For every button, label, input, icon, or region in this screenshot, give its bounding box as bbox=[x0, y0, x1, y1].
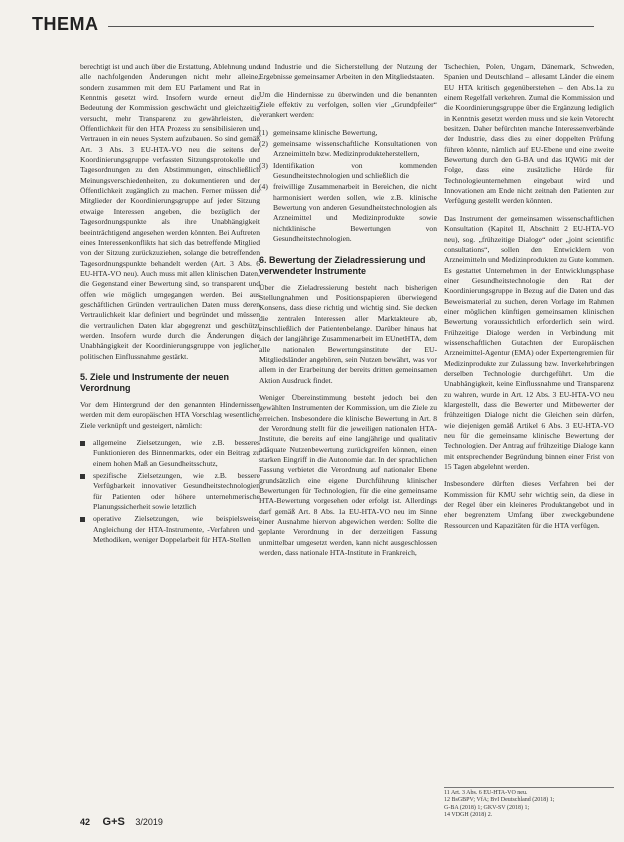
list-item bbox=[80, 471, 260, 512]
list-item bbox=[259, 182, 437, 244]
section-heading-5: 5. Ziele und Instrumente der neuen Verordnung bbox=[80, 371, 230, 393]
paragraph: und Industrie und die Sicherstellung der Nutzung der Ergebnisse gemeinsamer Arbeiten in den Mitgliedstaaten. bbox=[259, 62, 437, 82]
list-item-text: spezifische Zielsetzungen, wie z.B. bessere Verfügbarkeit innovativer Gesundheitstechnologien für Patienten oder höhere unternehmerische Planungssicherheit sowie letztlich bbox=[93, 471, 260, 512]
section-heading-6: 6. Bewertung der Zieladressierung und verwendeter Instrumente bbox=[259, 254, 426, 276]
list-item-text: freiwillige Zusammenarbeit in Bereichen, die nicht harmonisiert werden sollen, wie z.B. klinische Bewertung von anderen Gesundheitstechnologien als Arzneimittel und Medizinprodukte sowie nichtklinische Bewertungen von Gesundheitstechnologien. bbox=[273, 182, 437, 244]
column-3 bbox=[444, 62, 614, 538]
paragraph: Vor dem Hintergrund der den genannten Hindernissen werden mit dem europäischen HTA Vorschlag wesentliche Ziele verknüpft und gesteigert, nämlich: bbox=[80, 399, 260, 430]
paragraph: Über die Zieladressierung besteht nach bisherigen Stellungnahmen und Positionspapieren überwiegend Konsens, dass diese richtig und wichtig sind. Sie decken die zentralen Interessen aller Marktakteure ab, einschließlich der Patientenbelange. Darüber hinaus hat sich der langjährige Zusammenarbeit im EUnetHTA, dem alle nationalen Bewertungsinstitute der EU-Mitgliedsländer angehören, sein Nutzen bewährt, was vor allem in der Erarbeitung der bereits dritten gemeinsamen Aktion Ausdruck findet. bbox=[259, 282, 437, 385]
square-bullet-icon bbox=[80, 517, 85, 522]
paragraph: Tschechien, Polen, Ungarn, Dänemark, Schweden, Spanien und Deutschland – allesamt Länder die einem EU HTA kritisch gegenüberstehen – den Abs.1a zu einem Regelfall verkehren. Zumal die Kommission und die Koordinierungsgruppe über die Ergänzung lediglich in Kenntnis gesetzt werden muss und sie kein Vetorecht besitzen. Daher befürchten manche Interessenverbände der Industrie, dass dies zu einer doppelten Prüfung führen könnte, nämlich auf EU-Ebene und eine zweite Bewertung durch den G-BA und das IQWiG mit der Folge, dass eine zusätzliche Hürde für Technologieunternehmen eingebaut wird und Innovationen am Ende nicht zeitnah den Patienten zur Verfügung gestellt werden könnten. bbox=[444, 62, 614, 206]
list-item bbox=[80, 514, 260, 545]
pillars-list bbox=[259, 128, 437, 245]
list-item bbox=[259, 128, 437, 138]
square-bullet-icon bbox=[80, 441, 85, 446]
column-1 bbox=[80, 62, 260, 547]
list-number: (2) bbox=[259, 139, 268, 149]
paragraph: Insbesondere dürften dieses Verfahren bei der Kommission für KMU sehr wichtig sein, da diese in der Regel über ein kleineres Produktangebot und in eher begrenztem Umfang über zweckgebundene Ressourcen und Kapazitäten für die HTA verfügen. bbox=[444, 479, 614, 530]
goals-list bbox=[80, 438, 260, 545]
square-bullet-icon bbox=[80, 474, 85, 479]
list-number: (1) bbox=[259, 127, 268, 137]
list-item bbox=[80, 438, 260, 469]
list-item bbox=[259, 161, 437, 182]
list-number: (3) bbox=[259, 160, 268, 170]
footnote: 12 BsGBPV; VfA; BvI Deutschland (2018) 1; bbox=[444, 797, 555, 804]
page-number: 42 bbox=[80, 817, 91, 827]
list-number: (4) bbox=[259, 182, 268, 192]
footnotes bbox=[444, 787, 614, 820]
list-item-text: gemeinsame wissenschaftliche Konsultationen von Arzneimitteln bzw. Medizinprodukteherstellern, bbox=[273, 139, 437, 159]
journal-logo: G+S bbox=[102, 816, 125, 828]
list-item-text: operative Zielsetzungen, wie beispielsweise Angleichung der HTA-Instrumente, -Verfahren und -Methodiken, weniger Doppelarbeit für HTA-Stellen bbox=[93, 514, 260, 545]
list-item-text: gemeinsame klinische Bewertung, bbox=[273, 127, 378, 137]
paragraph: berechtigt ist und auch über die Erstattung, Ablehnung und alle nachfolgenden Änderungen nicht mehr alleine, sondern zusammen mit dem EU Parlament und Rat in Kenntnis gesetzt wird. Insofern wurde erneut die Bedeutung der Kommission geschwächt und gleichzeitig versucht, mehr Transparenz zu gewährleisten, die Öffentlichkeit für den HTA Prozess zu sensibilisieren und Vertrauen in ein neues System aufzubauen. So sind gemäß Art. 3 Abs. 3 EU-HTA-VO neu die seitens der Koordinierungsgruppe verfassten Sitzungsprotokolle und Tagesordnungen zu den Abstimmungen, einschließlich Meinungsverschiedenheiten, zu dokumentieren und der Öffentlichkeit zugänglich zu machen. Ferner müssen die Mitglieder der Koordinierungsgruppe auf jeder Sitzung etwaige Interessen angeben, die bezüglich der Tagesordnungspunkte als ihre Unabhängigkeit beeinträchtigend angesehen werden könnten. Bei Auftreten eines Interessenkonflikts hat sich das betreffende Mitglied von der Sitzung zurückzuziehen, solange die betreffenden Tagesordnungspunkte behandelt werden (Art. 3 Abs. 6 EU-HTA-VO neu). Auch muss mit allen klinischen Daten, die Gegenstand einer Bewertung sind, so transparent und offen wie möglich umgegangen werden. Bei aus geschäftlichen Gründen vertraulichen Daten muss deren Vertraulichkeit klar definiert und begründet und müssen die vertraulichen Daten klar abgegrenzt und geschützt werden. Insofern wurde durch die Änderungen die Unabhängigkeit der Koordinierungsgruppe von jeglicher politischen Einflussnahme gestärkt. bbox=[80, 62, 260, 361]
column-2 bbox=[259, 62, 437, 565]
footnote: G-BA (2018) 1; GKV-SV (2018) 1; bbox=[444, 804, 530, 811]
paragraph: Um die Hindernisse zu überwinden und die benannten Ziele effektiv zu verfolgen, sollen vier „Grundpfeiler“ verankert werden: bbox=[259, 89, 437, 120]
list-item bbox=[259, 139, 437, 160]
section-header: THEMA bbox=[32, 14, 99, 34]
paragraph: Das Instrument der gemeinsamen wissenschaftlichen Konsultation (Kapitel II, Abschnitt 2 EU-HTA-VO neu), sog. „frühzeitige Dialoge“ oder „joint scientific consultations“, sollen den Entwicklern von Arzneimitteln und Medizinprodukten zu Gute kommen. Es gestattet Unternehmen in der Entwicklungsphase einer Gesundheitstechnologie den Rat der Koordinierungsgruppe in Bezug auf die Daten und das Beweismaterial zu suchen, deren Vorlage im Rahmen einer möglichen künftigen gemeinsamen klinischen Bewertung voraussichtlich erforderlich sein wird. Frühzeitige Dialoge werden in Verbindung mit wissenschaftlichen Gutachten der Europäischen Arzneimittel-Agentur (EMA) oder Expertengremien für Medizinprodukte zur Zulassung bzw. Inverkehrbringen derselben Technologie durchgeführt. Um die Unabhängigkeit, keine Einflussnahme und Transparenz zu wahren, wurde in Art. 12 Abs. 3 EU-HTA-VO neu klargestellt, dass die Bewerter und Mitbewerter der frühzeitigen Dialoge nicht die Gleichen sein dürfen, wie diejenigen gemäß Artikel 6 Abs. 3 EU-HTA-VO neu für die gemeinsame klinische Bewertung der Technologien. Der Antrag auf frühzeitige Dialoge kann mit entsprechender Begründung binnen einer Frist von 15 Tagen abgelehnt werden. bbox=[444, 213, 614, 472]
paragraph: Weniger Übereinstimmung besteht jedoch bei den gewählten Instrumenten der Kommission, um die Ziele zu erreichen. Insbesondere die klinische Bewertung in Art. 8 der Verordnung stellt für die jeweiligen nationalen HTA-Institute, die bereits auf eine langjährige und qualitativ adäquate Nutzenbewertung zurückgreifen können, einen starken Eingriff in die Autonomie dar. In der sprachlichen Fassung verbietet die Verordnung auf nationaler Ebene grundsätzlich eine eigene Durchführung klinischer Bewertungen für Technologien, für die eine gemeinsame HTA-Bewertung vorgesehen oder erfolgt ist. Allerdings darf gemäß Art. 8 Abs. 1a EU-HTA-VO neu im Sinne einer Ausnahme hiervon abgewichen werden: Sollte die geplante Verordnung in der derzeitigen Fassung unmittelbar umgesetzt werden, kann nicht ausgeschlossen werden, dass nationale HTA-Institute in Frankreich, bbox=[259, 392, 437, 558]
list-item-text: Identifikation von kommenden Gesundheitstechnologien und schließlich die bbox=[273, 160, 437, 181]
issue-number: 3/2019 bbox=[135, 817, 163, 827]
header-rule bbox=[108, 26, 594, 27]
footnote: 14 VDGH (2018) 2. bbox=[444, 812, 493, 819]
footnote: 11 Art. 3 Abs. 6 EU-HTA-VO neu. bbox=[444, 790, 528, 796]
list-item-text: allgemeine Zielsetzungen, wie z.B. besseres Funktionieren des Binnenmarkts, oder ein Beitrag zu einem hohen Maß an Gesundheitsschutz, bbox=[93, 438, 260, 468]
page-footer bbox=[80, 816, 163, 828]
